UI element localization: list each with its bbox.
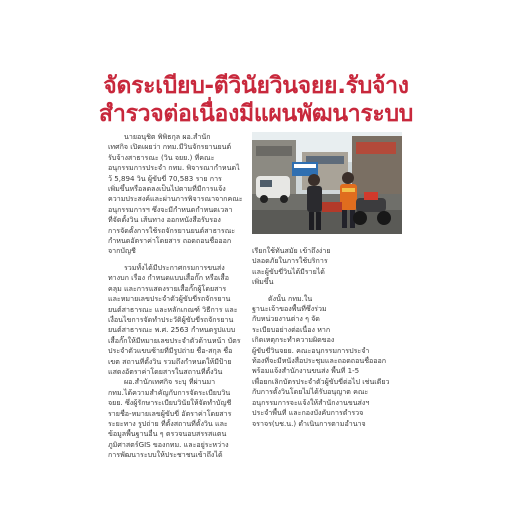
- paragraph-line: และผู้ขับขี่วินได้มีรายได้: [252, 266, 325, 276]
- paragraph-line: ว้ 5,894 วิน ผู้ขับขี่ 70,583 ราย การ: [108, 173, 222, 183]
- paragraph-line: กทม.ได้ความสำคัญกับการจัดระเบียบวิน: [108, 387, 231, 397]
- street-scene-image: [252, 132, 402, 234]
- paragraph-line: ความประสงค์และผ่านการพิจารณาจากคณะ: [108, 194, 243, 204]
- paragraph-line: เพื่อยกเลิกบัตรประจำตัวผู้ขับขี่ต่อไป เช่นเดียว: [252, 376, 390, 386]
- paragraph-line: จากบัญชี: [108, 246, 136, 256]
- paragraph-line: การจัดตั้งการใช้รถจักรยานยนต์สาธารณะ: [108, 225, 236, 235]
- paragraph-line: เขต สถานที่ตั้งวิน รวมถึงกำหนดให้มีป้าย: [108, 356, 232, 366]
- paragraph-line: เพิ่มขึ้น: [252, 277, 274, 287]
- paragraph-line: ยนต์สาธารณะ พ.ศ. 2563 กำหนดรูปแบบ: [108, 325, 236, 335]
- paragraph-line: ระเบียบอย่างต่อเนื่อง หาก: [252, 324, 331, 334]
- paragraph-line: ปลอดภัยในการใช้บริการ: [252, 256, 328, 266]
- article-column-1: [108, 132, 248, 461]
- paragraph-line: ที่จัดตั้งวิน เส้นทาง ออกหนังสือรับรอง: [108, 215, 221, 225]
- paragraph-line: รายชื่อ-หมายเลขผู้ขับขี่ อัตราค่าโดยสาร: [108, 408, 232, 418]
- paragraph-line: ข้อมูลพื้นฐานอื่น ๆ ตรวจนอบสรรสแตน: [108, 429, 227, 439]
- paragraph-line: เงื่อนไขการจัดทำประวัติผู้ขับขี่รถจักรยาน: [108, 314, 234, 324]
- paragraph-line: ผู้ขับขี่วินจยย. คณะอนุกรรมการประจำ: [252, 345, 370, 355]
- paragraph-line: การพัฒนาระบบให้ประชาชนเข้าถึงได้: [108, 450, 223, 460]
- headline-line-2: สำรวจต่อเนื่องมีแผนพัฒนาระบบ: [98, 101, 414, 127]
- paragraph-line: ประจำพื้นที่ และกองบังคับการตำรวจ: [252, 408, 364, 418]
- paragraph-line: กับหน่วยงานต่าง ๆ จัด: [252, 314, 320, 324]
- paragraph-line: เสื้อกั๊กให้มีหมายเลขประจำตัวด้านหน้า บัตร: [108, 335, 241, 345]
- paragraph-line: เกิดเหตุกระทำความผิดของ: [252, 335, 335, 345]
- paragraph-line: ผอ.สำนักเทศกิจ ระบุ ที่ผ่านมา: [124, 377, 216, 387]
- headline-line-1: จัดระเบียบ-ตีวินัยวินจยย.รับจ้าง: [103, 73, 409, 99]
- article-column-2: [252, 246, 402, 429]
- paragraph-line: กับการตั้งวินโดยไม่ได้รับอนุญาต คณะ: [252, 387, 369, 397]
- paragraph-line: ดังนั้น กทม.ใน: [268, 293, 313, 303]
- paragraph-line: และหมายเลขประจำตัวผู้ขับขี่รถจักรยาน: [108, 294, 231, 304]
- paragraph-line: ประจำตัวแขนซ้ายที่มีรูปถ่าย ชื่อ-สกุล ชื่อ: [108, 346, 233, 356]
- paragraph-line: อนุกรรมการจะแจ้งให้สำนักงานขนส่งฯ: [252, 397, 370, 407]
- paragraph-line: คลุม และการแสดงรายเสื้อกั๊กผู้โดยสาร: [108, 283, 227, 293]
- paragraph-line: อนุกรรมการฯ ซึ่งจะมีกำหนดกำหนดเวลา: [108, 204, 233, 214]
- paragraph-line: ภูมิศาสตร์GIS ของกทม. และอยู่ระหว่าง: [108, 439, 229, 449]
- paragraph-line: ฐานะเจ้าของพื้นที่ซึ่งร่วม: [252, 304, 327, 314]
- paragraph-line: ทางบก เรื่อง กำหนดแบบเสื้อกั๊ก หรือเสื้อ: [108, 273, 229, 283]
- paragraph-line: เทศกิจ เปิดเผยว่า กทม.มีวินจักรยานยนต์: [108, 142, 232, 152]
- paragraph-line: เพิ่มขึ้นหรือลดลงเป็นไปตามที่มีการแจ้ง: [108, 184, 226, 194]
- paragraph-line: ยนต์สาธารณะ และหลักเกณฑ์ วิธีการ และ: [108, 304, 238, 314]
- paragraph-line: แสดงอัตราค่าโดยสารในสถานที่ตั้งวิน: [108, 366, 223, 376]
- news-photo: [252, 132, 402, 234]
- paragraph-line: เรียกใช้ทันสมัย เข้าถึงง่าย: [252, 246, 331, 255]
- paragraph-line: นายอนุชิต พิพิธกุล ผอ.สำนัก: [124, 132, 211, 141]
- paragraph-line: กำหนดอัตราค่าโดยสาร ถอดถอนชื่อออก: [108, 236, 232, 246]
- paragraph-line: พร้อมแจ้งสำนักงานขนส่ง พื้นที่ 1-5: [252, 366, 360, 376]
- paragraph-line: อนุกรรมการประจำ กทม. พิจารณากำหนดไ: [108, 163, 240, 173]
- paragraph-line: จราจร(บช.น.) ดำเนินการตามอำนาจ: [252, 418, 366, 428]
- paragraph-line: รับจ้างสาธารณะ (วิน จยย.) ที่คณะ: [108, 152, 215, 162]
- paragraph-line: ท้องที่จะมีหนังสือประชุมและถอดถอนชื่อออก: [252, 356, 387, 366]
- paragraph-line: ระยะทาง รูปถ่าย ที่ตั้งสถานที่ตั้งวิน และ: [108, 418, 228, 428]
- paragraph-line: รวมทั้งได้มีประกาศกรมการขนส่ง: [124, 262, 225, 272]
- paragraph-line: จยย. ซึ่งผู้รักษาระเบียบวินัยให้จัดทำบัญชี: [108, 398, 232, 408]
